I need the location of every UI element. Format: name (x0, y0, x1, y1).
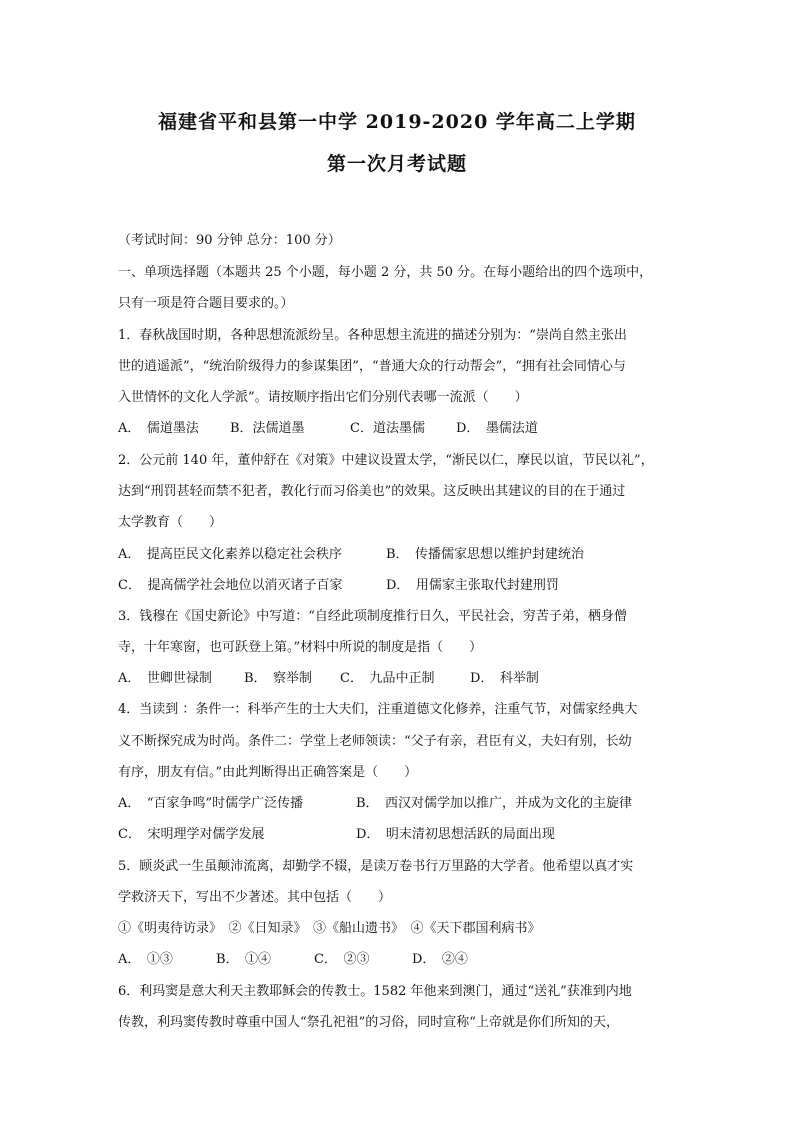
question-3-option-c: C． 九品中正制 (340, 671, 435, 686)
question-3-option-b: B． 察举制 (244, 671, 313, 686)
question-2-text: 达到“刑罚甚轻而禁不犯者，教化行而习俗美也”的效果。这反映出其建议的目的在于通过 (118, 484, 626, 499)
question-4-option-b: B． 西汉对儒学加以推广，并成为文化的主旋律 (356, 796, 633, 811)
section-heading: 一、单项选择题（本题共 25 个小题，每小题 2 分，共 50 分。在每小题给出的四个选项中， (118, 265, 653, 280)
question-1-option-b: B．法儒道墨 (230, 421, 305, 436)
question-3-option-a: A． 世卿世禄制 (118, 671, 212, 686)
question-2-option-a: A． 提高臣民文化素养以稳定社会秩序 (118, 547, 342, 562)
question-5-text: 学救济天下，写出不少著述。其中包括（ ） (118, 890, 392, 905)
question-4-option-c: C． 宋明理学对儒学发展 (118, 827, 265, 842)
question-4-text: 义不断探究成为时尚。条件二：学堂上老师领读：“父子有亲，君臣有义，夫妇有别，长幼 (118, 734, 632, 749)
question-4-option-d: D． 明末清初思想活跃的局面出现 (356, 827, 555, 842)
question-6-text: 6．利玛窦是意大利天主教耶稣会的传教士。1582 年他来到澳门，通过“送礼”获准到内地 (118, 984, 632, 999)
question-1-text: 1．春秋战国时期，各种思想流派纷呈。各种思想主流进的描述分别为：“崇尚自然主张出 (118, 328, 627, 343)
section-heading-continued: 只有一项是符合题目要求的。） (118, 296, 294, 311)
question-1-text: 世的逍遥派”，“统治阶级得力的参谋集团”，“普通大众的行动帮会”，“拥有社会同情心与 (118, 359, 626, 374)
question-2-option-b: B． 传播儒家思想以维护封建统治 (386, 547, 585, 562)
question-1-text: 入世情怀的文化人学派”。请按顺序指出它们分别代表哪一流派（ ） (118, 390, 528, 405)
question-5-option-a: A． ①③ (118, 952, 173, 967)
question-1-option-d: D． 墨儒法道 (456, 421, 538, 436)
question-5-choices: ①《明夷待访录》 ②《日知录》 ③《船山遗书》 ④《天下郡国利病书》 (118, 921, 541, 936)
question-2-text: 2．公元前 140 年，董仲舒在《对策》中建议设置太学，“渐民以仁，摩民以谊，节民以礼”， (118, 453, 654, 468)
question-5-option-b: B． ①④ (216, 952, 272, 967)
question-3-text: 寺，十年寒窗，也可跃登上第。”材料中所说的制度是指（ ） (118, 640, 483, 655)
question-4-text: 有序，朋友有信。”由此判断得出正确答案是（ ） (118, 765, 418, 780)
question-5-text: 5．顾炎武一生虽颠沛流离，却勤学不辍，是读万卷书行万里路的大学者。他希望以真才实 (118, 859, 634, 874)
question-6-text: 传教，利玛窦传教时尊重中国人“祭孔祀祖”的习俗，同时宣称“上帝就是你们所知的天， (118, 1015, 619, 1030)
question-1-option-a: A． 儒道墨法 (118, 421, 199, 436)
question-2-text: 太学教育（ ） (118, 515, 223, 530)
question-5-option-c: C． ②③ (314, 952, 370, 967)
question-5-option-d: D． ②④ (412, 952, 468, 967)
exam-info: （考试时间：90 分钟 总分：100 分） (118, 233, 341, 248)
question-4-text: 4．当读到 ：条件一：科举产生的士大夫们，注重道德文化修养，注重气节，对儒家经典大 (118, 702, 638, 717)
question-3-text: 3．钱穆在《国史新论》中写道：“自经此项制度推行日久，平民社会，穷苦子弟，栖身僧 (118, 609, 627, 624)
question-3-option-d: D． 科举制 (470, 671, 539, 686)
question-2-option-c: C． 提高儒学社会地位以消灭诸子百家 (118, 578, 343, 593)
page-subtitle: 第一次月考试题 (326, 153, 467, 175)
question-1-option-c: C．道法墨儒 (350, 421, 425, 436)
question-4-option-a: A． “百家争鸣”时儒学广泛传播 (118, 796, 304, 811)
page-title: 福建省平和县第一中学 2019-2020 学年高二上学期 (158, 111, 636, 133)
question-2-option-d: D． 用儒家主张取代封建刑罚 (386, 578, 559, 593)
